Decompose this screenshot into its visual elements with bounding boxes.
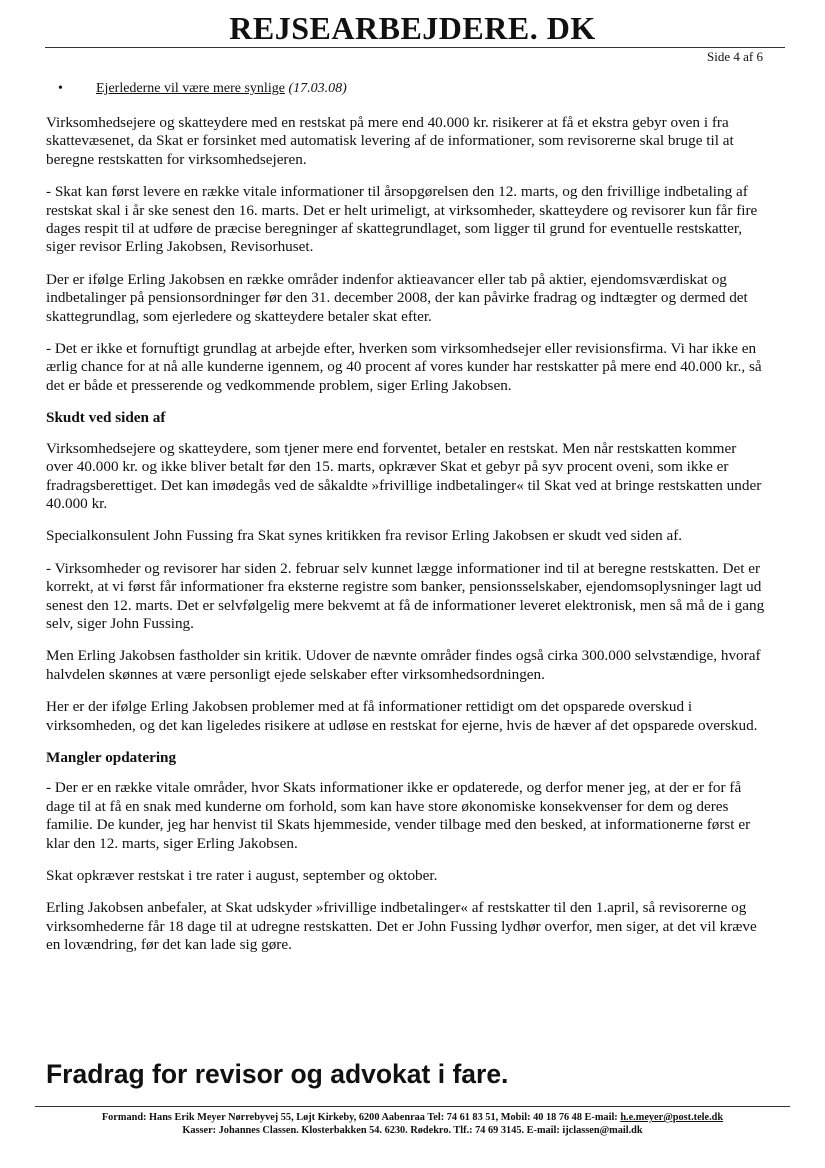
header-rule bbox=[45, 47, 785, 48]
masthead-title: REJSEARBEJDERE. DK bbox=[229, 10, 596, 46]
article-title-link[interactable]: Ejerlederne vil være mere synlige bbox=[96, 81, 285, 96]
paragraph-12: Erling Jakobsen anbefaler, at Skat udskyder »frivillige indbetalinger« af restskatter til den 1.april, så revisorerne og virksomhederne får 18 dage til at udregne restskatten. Det er John Fussing lydhør overfor, men siger, at det vil kræve en lovændring, før det kan lade sig gøre. bbox=[46, 899, 757, 954]
section-heading-skudt: Skudt ved siden af bbox=[46, 409, 166, 427]
footer bbox=[0, 1111, 825, 1137]
bullet-marker: • bbox=[58, 81, 63, 96]
paragraph-10: - Der er en række vitale områder, hvor Skats informationer ikke er opdaterede, og derfor mener jeg, at der er for få dage til at få en snak med kunderne om forhold, som kan have store økonomiske konsekvenser for dem og deres familie. De kunder, jeg har henvist til Skats hjemmeside, vender tilbage med den besked, at informationerne først er klar den 12. marts, siger Erling Jakobsen. bbox=[46, 779, 751, 852]
paragraph-11: Skat opkræver restskat i tre rater i august, september og oktober. bbox=[46, 867, 438, 884]
paragraph-3: Der er ifølge Erling Jakobsen en række områder indenfor aktieavancer eller tab på aktier, ejendomsværdiskat og indbetalinger på pensionsordninger før den 31. december 2008, der kan påvirke fradrag og indtægter og dermed det skattegrundlag, som ejerledere og skatteydere betaler skat efter. bbox=[46, 270, 748, 325]
footer-chairman-email[interactable]: h.e.meyer@post.tele.dk bbox=[620, 1112, 724, 1123]
article-date: (17.03.08) bbox=[288, 81, 347, 96]
article-body bbox=[46, 114, 766, 969]
footer-chairman-text: Formand: Hans Erik Meyer Nørrebyvej 55, Løjt Kirkeby, 6200 Aabenraa Tel: 74 61 83 51, Mobil: 40 18 76 48 E-mail: bbox=[101, 1112, 618, 1123]
footer-line-chairman bbox=[0, 1111, 825, 1124]
paragraph-7: - Virksomheder og revisorer har siden 2. februar selv kunnet lægge informationer ind til at beregne restskatten. Det er korrekt, at vi først får informationer fra eksterne registre som banker, pensionsselskaber, ejendomsoplysninger lagt ud senest den 12. marts. Det er selvfølgelig mere bekvemt at få de informationer leveret elektronisk, men så må de i gang selv, siger John Fussing. bbox=[46, 559, 765, 632]
footer-line-treasurer: Kasser: Johannes Classen. Klosterbakken 54. 6230. Rødekro. Tlf.: 74 69 3145. E-mail: ijclassen@mail.dk bbox=[182, 1125, 643, 1136]
bullet-link-wrapper bbox=[96, 81, 347, 97]
paragraph-9: Her er der ifølge Erling Jakobsen problemer med at få informationer rettidigt om det opsparede overskud i virksomheden, og det kan ligeledes risikere at udløse en restskat for ejerne, hvis de hæver af det opsparede overskud. bbox=[46, 698, 758, 734]
paragraph-5: Virksomhedsejere og skatteydere, som tjener mere end forventet, betaler en restskat. Men når restskatten kommer over 40.000 kr. og ikke bliver betalt før den 15. marts, opkræver Skat et gebyr på syv procent oveni, som ikke er fradragsberettiget. Det kan imødegås ved de såkaldte »frivillige indbetalinger« til Skat ved at bringe restskatten under 40.000 kr. bbox=[46, 439, 762, 512]
page-number: Side 4 af 6 bbox=[707, 49, 763, 64]
paragraph-6: Specialkonsulent John Fussing fra Skat synes kritikken fra revisor Erling Jakobsen er skudt ved siden af. bbox=[46, 527, 683, 545]
paragraph-4: - Det er ikke et fornuftigt grundlag at arbejde efter, hverken som virksomhedsejer eller revisionsfirma. Vi har ikke en ærlig chance for at nå alle kunderne igennem, og 40 procent af vores kunder har restskatter på mere end 40.000 kr., så det er både et presserende og vedkommende problem, siger Erling Jakobsen. bbox=[46, 340, 762, 394]
footer-rule bbox=[35, 1106, 790, 1107]
paragraph-1: Virksomhedsejere og skatteydere med en restskat på mere end 40.000 kr. risikerer at få et ekstra gebyr oven i fra skattevæsenet, da Skat er forsinket med automatisk levering af de informationer, som revisorerne skal bruge til at beregne restskatten for virksomhedsejeren. bbox=[46, 114, 734, 168]
next-article-headline: Fradrag for revisor og advokat i fare. bbox=[46, 1059, 509, 1089]
paragraph-8: Men Erling Jakobsen fastholder sin kritik. Udover de nævnte områder findes også cirka 300.000 selvstændige, hvoraf halvdelen skønnes at være personligt ejede selskaber efter virksomhedsordningen. bbox=[46, 647, 761, 683]
section-heading-mangler: Mangler opdatering bbox=[46, 748, 177, 766]
paragraph-2: - Skat kan først levere en række vitale informationer til årsopgørelsen den 12. marts, og den frivillige indbetaling af restskat skal i år ske senest den 16. marts. Det er helt urimeligt, at virksomheder, skatteydere og revisorer kun får fire dages respit til at udføre de præcise beregninger af skattegrundlaget, som ligger til grund for eventuelle restskatter, siger revisor Erling Jakobsen, Revisorhuset. bbox=[46, 183, 758, 256]
